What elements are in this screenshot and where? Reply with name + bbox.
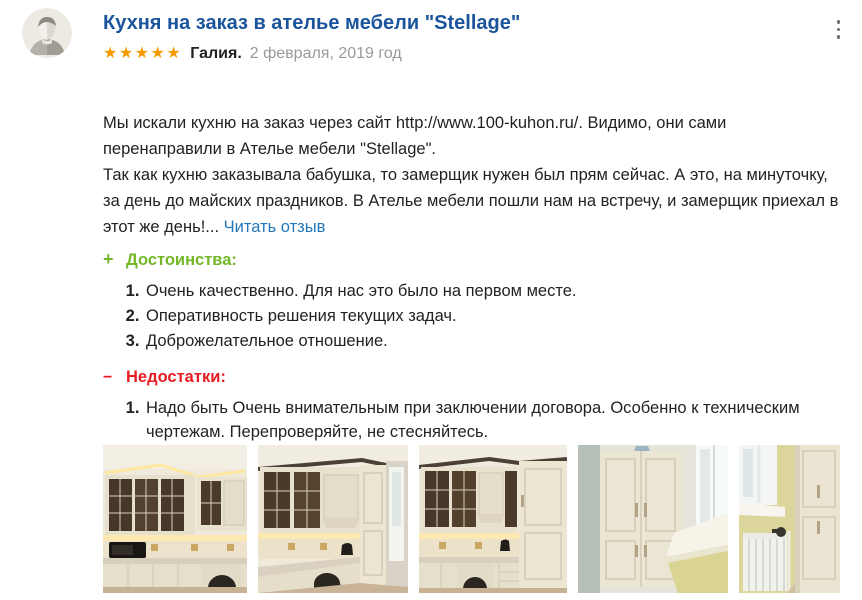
review-paragraph-text: Так как кухню заказывала бабушка, то замерщик нужен был прям сейчас. А это, на минуточку, за день до майских праздников. В Ателье мебели пошли нам на встречу, и замерщик приехал в этот же день!... — [103, 166, 839, 236]
plus-icon: + — [103, 249, 114, 269]
photo-strip — [103, 445, 840, 593]
review-date: 2 февраля, 2019 год — [249, 45, 402, 62]
review-photo-4[interactable] — [578, 445, 728, 593]
review-title[interactable]: Кухня на заказ в ателье мебели "Stellage" — [103, 12, 521, 34]
pros-heading — [103, 249, 847, 270]
cons-heading — [103, 368, 847, 387]
cons-section — [103, 368, 847, 444]
kitchen-photo-graphic — [103, 445, 247, 593]
review-photo-3[interactable] — [419, 445, 567, 593]
read-more-link[interactable]: Читать отзыв — [223, 218, 326, 236]
user-avatar-icon — [22, 8, 72, 58]
review-paragraph — [103, 162, 847, 240]
review-header — [22, 8, 520, 63]
author-name: Галия. — [190, 45, 242, 62]
pros-item: 3. Доброжелательное отношение. — [144, 329, 847, 353]
cons-list — [103, 396, 847, 444]
pros-label: Достоинства: — [126, 251, 237, 269]
review-paragraph: Мы искали кухню на заказ через сайт http://www.100-kuhon.ru/. Видимо, они сами перенаправили в Ателье мебели "Stellage". — [103, 114, 727, 158]
kebab-menu-icon[interactable] — [834, 17, 844, 42]
minus-icon: − — [103, 369, 113, 386]
review-photo-2[interactable] — [258, 445, 408, 593]
pros-item: 1. Очень качественно. Для нас это было на первом месте. — [144, 279, 847, 303]
cons-item: 1. Надо быть Очень внимательным при заключении договора. Особенно к техническим чертежам. Перепроверяйте, не стесняйтесь. — [144, 396, 847, 444]
rating-stars-icon: ★★★★★ — [103, 45, 183, 62]
header-text — [103, 8, 520, 63]
pros-item: 2. Оперативность решения текущих задач. — [144, 304, 847, 328]
cons-label: Недостатки: — [126, 368, 226, 386]
kitchen-photo-graphic — [739, 445, 840, 593]
avatar[interactable] — [22, 8, 72, 58]
review-text — [103, 110, 847, 240]
review-photo-5[interactable] — [739, 445, 840, 593]
kitchen-photo-graphic — [578, 445, 728, 593]
review-content — [103, 110, 847, 445]
review-meta — [103, 43, 520, 63]
pros-section — [103, 249, 847, 353]
kitchen-photo-graphic — [258, 445, 408, 593]
pros-list — [103, 279, 847, 353]
review-photo-1[interactable] — [103, 445, 247, 593]
kitchen-photo-graphic — [419, 445, 567, 593]
